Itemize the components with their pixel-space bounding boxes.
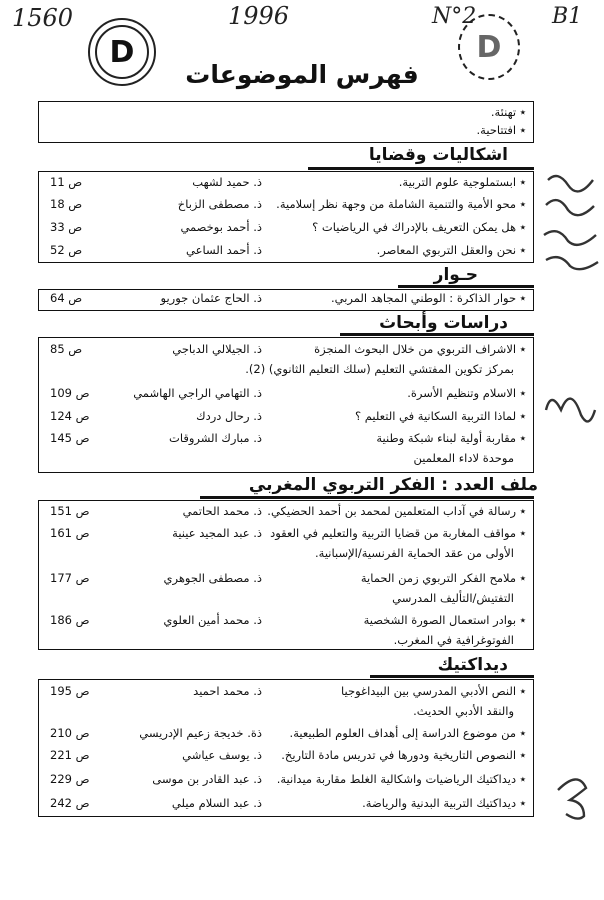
entry-author: ذ. مصطفى الجوهري [163,571,262,585]
entry-page: ص 242 [50,796,90,810]
entry-page: ص 210 [50,726,90,740]
intro-item-text: ٭ تهنئة. [490,105,526,119]
entry-author: ذ. محمد أمين العلوي [163,613,262,627]
entry-title: ٭ ملامح الفكر التربوي زمن الحماية [360,571,526,585]
entry-continuation-text: بمركز تكوين المفتشي التعليم (سلك التعليم الثانوي) (2). [245,362,514,376]
entry-author: ذ. الجيلالي الدباجي [172,342,262,356]
entry-continuation [38,633,534,651]
entry-title: ٭ لماذا التربية السكانية في التعليم ؟ [354,409,526,423]
entry-page: ص 145 [50,431,90,445]
entry-title: ٭ هل يمكن التعريف بالإدراك في الرياضيات ؟ [312,220,526,234]
entry-author: ذ. رحال دردك [196,409,262,423]
intro-item [38,103,534,123]
margin-scribbles [538,160,604,820]
entry-author: ذة. خديجة زعيم الإدريسي [139,726,262,740]
entry-page: ص 195 [50,684,90,698]
entry-page: ص 177 [50,571,90,585]
entry-page: ص 85 [50,342,83,356]
entry-title: ٭ الاسلام وتنظيم الأسرة. [407,386,526,400]
entry-page: ص 109 [50,386,90,400]
entry-author: ذ. عبد السلام ميلي [171,796,262,810]
entry-author: ذ. التهامي الراجي الهاشمي [133,386,262,400]
entry-author: ذ. عبد القادر بن موسى [152,772,262,786]
entry-author: ذ. حميد لشهب [192,175,262,189]
entry-page: ص 186 [50,613,90,627]
toc-entry [38,429,534,449]
handwritten-year: 1996 [228,2,290,30]
section-rule [200,496,534,499]
entry-continuation [38,362,534,380]
entry-continuation [38,451,534,469]
entry-title: ٭ ابستملوجية علوم التربية. [398,175,526,189]
section-heading: دراسات وأبحاث [379,313,508,333]
entry-page: ص 229 [50,772,90,786]
toc-entry [38,241,534,261]
handwritten-number-left: 1560 [12,4,74,32]
toc-entry [38,195,534,215]
entry-continuation-text: الأولى من عقد الحماية الفرنسية/الإسبانية. [315,546,514,560]
toc-entry [38,384,534,404]
page-title: فهرس الموضوعات [185,60,419,89]
entry-title: ٭ الاشراف التربوي من خلال البحوث المنجزة [314,342,526,356]
section-rule [370,675,534,678]
toc-entry [38,218,534,238]
stamp-right-letter: D [476,29,502,65]
entry-author: ذ. أحمد بوخصمي [180,220,262,234]
toc-entry [38,289,534,309]
entry-title: ٭ من موضوع الدراسة إلى أهداف العلوم الطبيعية. [289,726,526,740]
toc-entry [38,770,534,790]
toc-entry [38,569,534,589]
intro-item [38,121,534,141]
scribble-mark [558,779,586,818]
entry-continuation-text: موحدة لاداء المعلمين [413,451,514,465]
entry-continuation [38,591,534,609]
entry-author: ذ. محمد احميد [193,684,262,698]
entry-page: ص 124 [50,409,90,423]
entry-title: ٭ ديداكتيك التربية البدنية والرياضة. [362,796,526,810]
toc-entry [38,173,534,193]
section-rule [308,167,534,170]
entry-title: ٭ مواقف المغاربة من قضايا التربية والتعليم في العقود [270,526,526,540]
entry-title: ٭ ديداكتيك الرياضيات واشكالية الغلط مقاربة ميدانية. [276,772,526,786]
entry-continuation [38,704,534,722]
toc-entry [38,682,534,702]
entry-title: ٭ مقاربة أولية لبناء شبكة وطنية [376,431,526,445]
section-heading: اشكاليات وقضايا [368,145,508,165]
entry-title: ٭ النص الأدبي المدرسي بين البيداغوجيا [341,684,526,698]
entry-author: ذ. مصطفى الزباخ [177,197,262,211]
entry-title: ٭ النصوص التاريخية ودورها في تدريس مادة التاريخ. [281,748,526,762]
section-rule [340,333,534,336]
entry-page: ص 221 [50,748,90,762]
toc-entry [38,502,534,522]
scribble-mark [544,176,598,269]
entry-continuation [38,546,534,564]
entry-continuation-text: والنقد الأدبي الحديث. [413,704,514,718]
entry-author: ذ. أحمد الساعي [186,243,262,257]
scribble-mark [546,399,595,422]
entry-page: ص 11 [50,175,83,189]
handwritten-issue-code: N°2 [432,4,477,29]
entry-page: ص 64 [50,291,83,305]
section-heading: ديداكتيك [437,655,508,675]
toc-entry [38,746,534,766]
entry-page: ص 151 [50,504,90,518]
section-heading: حـوار [433,265,478,285]
entry-title: ٭ بوادر استعمال الصورة الشخصية [363,613,526,627]
toc-entry [38,407,534,427]
entry-page: ص 52 [50,243,83,257]
entry-title: ٭ نحن والعقل التربوي المعاصر. [376,243,526,257]
section-heading: ملف العدد : الفكر التربوي المغربي [248,475,538,495]
handwritten-ref-right: B1 [552,4,583,29]
toc-entry [38,611,534,631]
entry-author: ذ. محمد الحاتمي [182,504,262,518]
entry-title: ٭ رسالة في آداب المتعلمين لمحمد بن أحمد الحضيكي. [267,504,526,518]
section-rule [398,285,534,288]
toc-entry [38,724,534,744]
entry-author: ذ. الحاج عثمان جوريو [160,291,262,305]
toc-entry [38,524,534,544]
entry-title: ٭ محو الأمية والتنمية الشاملة من وجهة نظر إسلامية. [276,197,526,211]
entry-author: ذ. عبد المجيد عينية [172,526,262,540]
entry-author: ذ. مبارك الشروقات [169,431,262,445]
toc-entry [38,794,534,814]
entry-page: ص 33 [50,220,83,234]
stamp-left-letter: D [95,25,149,79]
intro-item-text: ٭ افتتاحية. [476,123,526,137]
entry-continuation-text: التفتيش/التأليف المدرسي [392,591,514,605]
entry-continuation-text: الفوتوغرافية في المغرب. [393,633,514,647]
entry-page: ص 161 [50,526,90,540]
entry-title: ٭ حوار الذاكرة : الوطني المجاهد المربي. [330,291,526,305]
entry-author: ذ. يوسف عياشي [182,748,262,762]
entry-page: ص 18 [50,197,83,211]
toc-entry [38,340,534,360]
